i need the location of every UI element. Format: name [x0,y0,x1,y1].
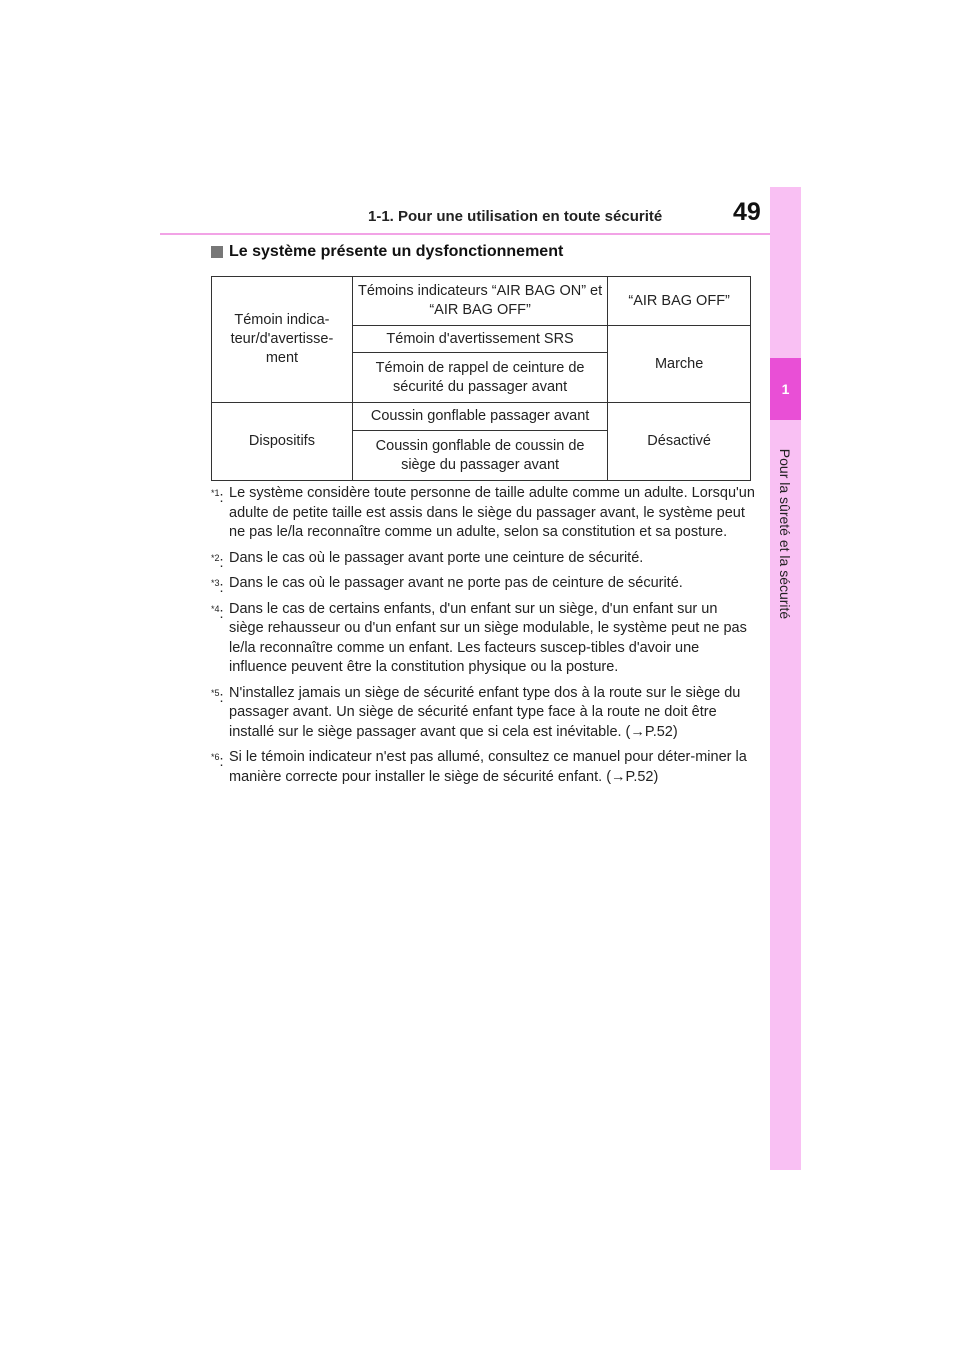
table-cell: Témoin indica-teur/d'avertisse-ment [212,277,353,403]
table-cell: Témoin de rappel de ceinture de sécurité du passager avant [352,353,607,403]
table-cell: Dispositifs [212,403,353,481]
page-number: 49 [733,198,761,226]
footnote [211,684,756,743]
table-cell: Témoins indicateurs “AIR BAG ON” et “AIR BAG OFF” [352,277,607,326]
table-row [212,403,751,431]
footnotes [211,484,756,793]
footnote-marker: $^{*2}$: [211,552,224,571]
footnote [211,574,756,594]
footnote-text: N'installez jamais un siège de sécurité enfant type dos à la route sur le siège du passager avant. Un siège de sécurité enfant type face à la route ne doit être installé sur le siège passager avant que si cela est inévitable. (→P.52) [229,684,741,740]
header-divider [160,233,770,235]
footnote-marker: $^{*3}$: [211,578,224,596]
chapter-side-tab [770,187,801,1170]
footnote-text: Dans le cas de certains enfants, d'un enfant sur un siège, d'un enfant sur un siège rehausseur ou d'un enfant sur un siège modulable, le système peut ne pas le/la reconnaître comme un enfant. Les facteurs suscep-tibles d'avoir une influence peuvent être la constitution physique ou la posture. [229,600,747,675]
footnote [211,748,756,787]
section-heading-text: Le système présente un dysfonctionnement [229,243,564,260]
footnote-text: Dans le cas où le passager avant ne porte pas de ceinture de sécurité. [229,575,683,591]
table-row [212,277,751,326]
footnote-text: Dans le cas où le passager avant porte une ceinture de sécurité. [229,549,644,566]
table-cell: Témoin d'avertissement SRS [352,326,607,353]
header-section-title: 1-1. Pour une utilisation en toute sécurité [368,208,663,225]
table-cell: Marche [608,326,751,403]
footnote-marker: $^{*6}$: [211,752,224,770]
footnote [211,549,756,569]
table-cell: Désactivé [608,403,751,481]
footnote-marker: $^{*1}$: [211,488,224,506]
square-bullet-icon [211,246,223,258]
section-heading [211,243,563,261]
footnote-text: Le système considère toute personne de taille adulte comme un adulte. Lorsqu'un adulte de petite taille est assis dans le siège du passager avant, le système peut ne pas le/la reconnaître comme un adulte, selon sa constitution et sa posture. [229,485,755,540]
footnote-text: Si le témoin indicateur n'est pas allumé, consultez ce manuel pour déter-miner la manière correcte pour installer le siège de sécurité enfant. (→P.52) [229,749,747,785]
table-cell: “AIR BAG OFF” [608,277,751,326]
table-cell: Coussin gonflable de coussin de siège du passager avant [352,431,607,481]
indicator-status-table [211,276,751,481]
chapter-side-label: Pour la sûreté et la sécurité [777,448,793,620]
footnote-marker: $^{*5}$: [211,687,224,706]
footnote-marker: $^{*4}$: [211,603,224,622]
footnote [211,484,756,543]
table-cell: Coussin gonflable passager avant [352,403,607,431]
footnote [211,600,756,678]
chapter-number-badge: 1 [770,358,801,420]
